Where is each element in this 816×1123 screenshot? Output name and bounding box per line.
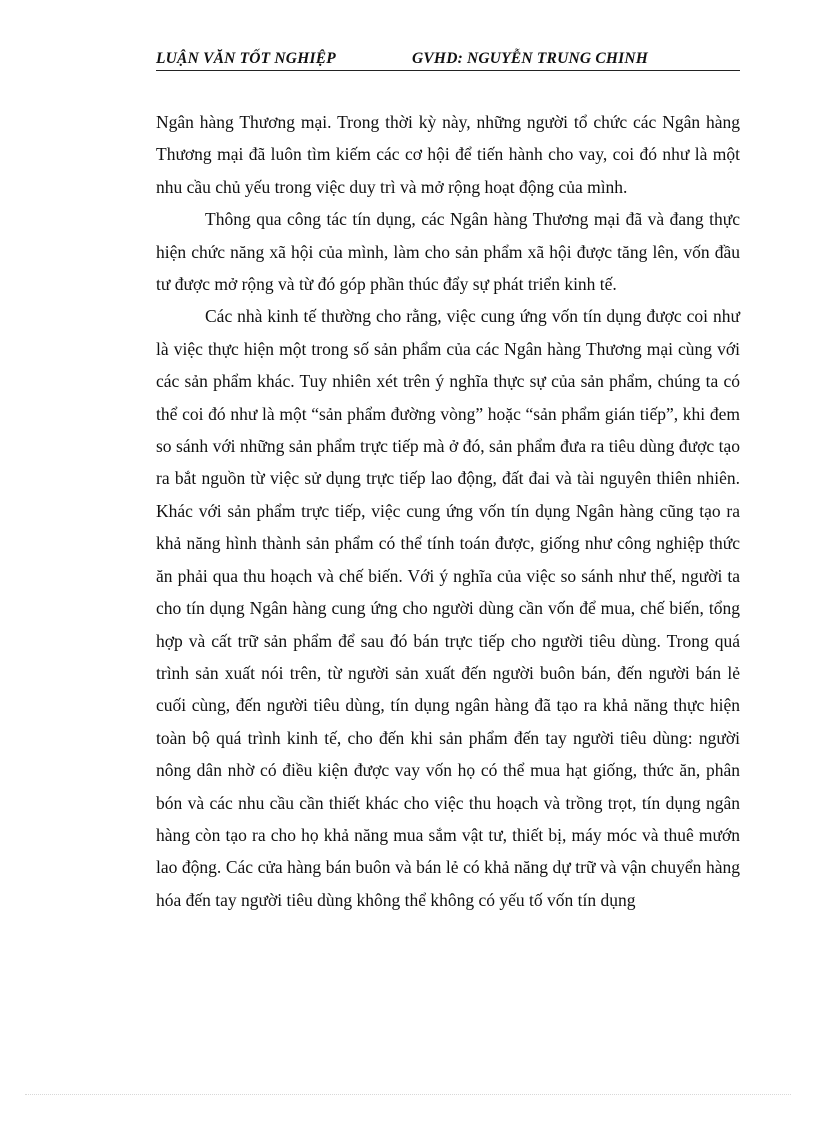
document-body <box>156 106 740 916</box>
paragraph-2: Thông qua công tác tín dụng, các Ngân hàng Thương mại đã và đang thực hiện chức năng xã hội của mình, làm cho sản phẩm xã hội được tăng lên, vốn đầu tư được mở rộng và từ đó góp phần thúc đẩy sự phát triển kinh tế. <box>156 209 740 295</box>
paragraph-1: Ngân hàng Thương mại. Trong thời kỳ này, những người tổ chức các Ngân hàng Thương mại đã luôn tìm kiếm các cơ hội để tiến hành cho vay, coi đó như là một nhu cầu chủ yếu trong việc duy trì và mở rộng hoạt động của mình. <box>156 112 740 197</box>
paragraph-3: Các nhà kinh tế thường cho rằng, việc cung ứng vốn tín dụng được coi như là việc thực hiện một trong số sản phẩm của các Ngân hàng Thương mại cùng với các sản phẩm khác. Tuy nhiên xét trên ý nghĩa thực sự của sản phẩm, chúng ta có thể coi đó như là một “sản phẩm đường vòng” hoặc “sản phẩm gián tiếp”, khi đem so sánh với những sản phẩm trực tiếp mà ở đó, sản phẩm đưa ra tiêu dùng được tạo ra bắt nguồn từ việc sử dụng trực tiếp lao động, đất đai và tài nguyên thiên nhiên. Khác với sản phẩm trực tiếp, việc cung ứng vốn tín dụng Ngân hàng cũng tạo ra khả năng hình thành sản phẩm có thể tính toán được, giống như công nghiệp thức ăn phải qua thu hoạch và chế biến. Với ý nghĩa của việc so sánh như thế, người ta cho tín dụng Ngân hàng cung ứng cho người dùng cần vốn để mua, chế biến, tổng hợp và cất trữ sản phẩm để sau đó bán trực tiếp cho người tiêu dùng. Trong quá trình sản xuất nói trên, từ người sản xuất đến người buôn bán, đến người bán lẻ cuối cùng, đến người tiêu dùng, tín dụng ngân hàng đã tạo ra khả năng thực hiện toàn bộ quá trình kinh tế, cho đến khi sản phẩm đến tay người tiêu dùng: người nông dân nhờ có điều kiện được vay vốn họ có thể mua hạt giống, thức ăn, phân bón và các nhu cầu cần thiết khác cho việc thu hoạch và trồng trọt, tín dụng ngân hàng còn tạo ra cho họ khả năng mua sắm vật tư, thiết bị, máy móc và thuê mướn lao động. Các cửa hàng bán buôn và bán lẻ có khả năng dự trữ và vận chuyển hàng hóa đến tay người tiêu dùng không thể không có yếu tố vốn tín dụng <box>156 306 740 910</box>
page-header <box>156 48 740 71</box>
header-thesis-title: LUẬN VĂN TỐT NGHIỆP <box>156 50 336 67</box>
header-advisor: GVHD: NGUYỄN TRUNG CHINH <box>412 50 649 67</box>
page-bottom-border <box>25 1094 791 1095</box>
